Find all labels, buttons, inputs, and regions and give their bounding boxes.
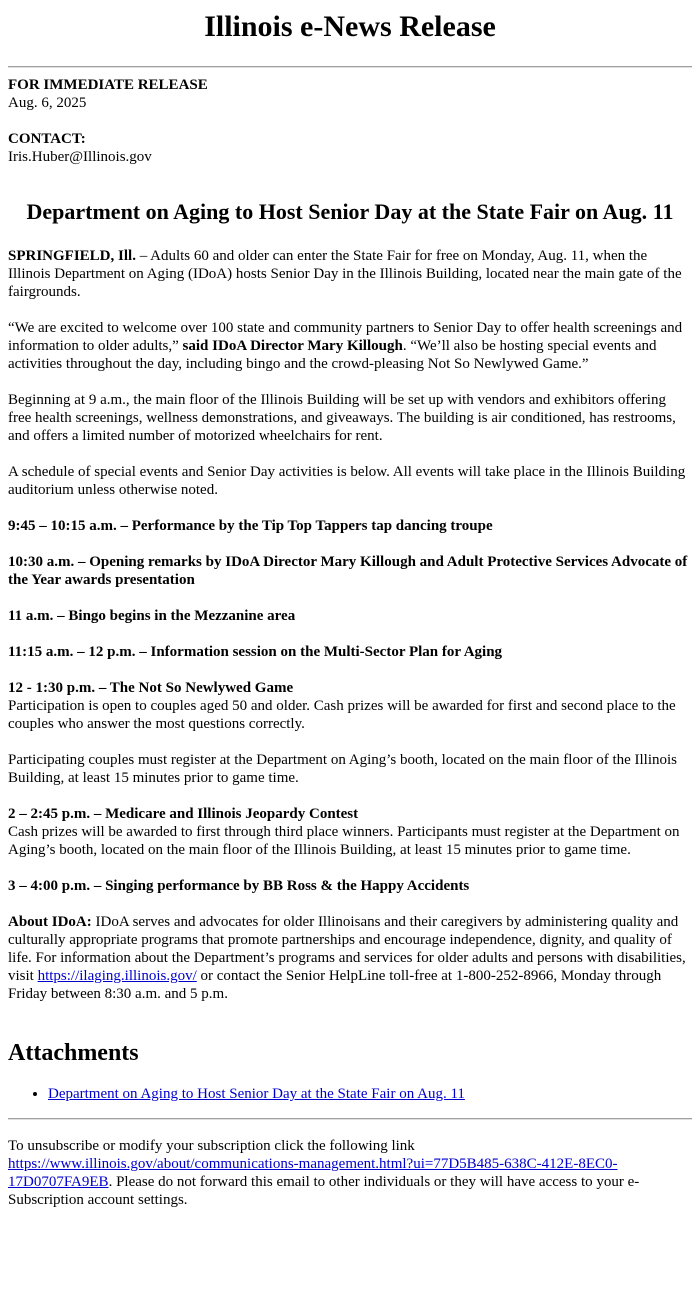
article-headline: Department on Aging to Host Senior Day at the State Fair on Aug. 11 (26, 199, 674, 224)
about-paragraph (8, 913, 692, 1003)
contact-label: CONTACT: (8, 131, 86, 147)
event-detail-paragraph: Participating couples must register at the Department on Aging’s booth, located on the main floor of the Illinois Building, at least 15 minutes prior to game time. (8, 752, 678, 786)
manage-subscription-link[interactable]: https://www.illinois.gov/about/communications-management.html?ui=77D5B485-638C-412E-8EC0-17D0707FA9EB (8, 1156, 618, 1190)
event-title: 9:45 – 10:15 a.m. – Performance by the Tip Top Tappers tap dancing troupe (8, 518, 493, 534)
footer-text-2: . Please do not forward this email to other individuals or they will have access to your e-Subscription account settings. (8, 1174, 640, 1208)
event-title: 11:15 a.m. – 12 p.m. – Information session on the Multi-Sector Plan for Aging (8, 644, 503, 660)
attachments-list (8, 1085, 692, 1103)
event-title: 3 – 4:00 p.m. – Singing performance by BB Ross & the Happy Accidents (8, 878, 470, 894)
event-item (8, 679, 692, 733)
intro-paragraph (8, 247, 692, 301)
contact-email: Iris.Huber@Illinois.gov (8, 149, 152, 165)
ilaging-link[interactable]: https://ilaging.illinois.gov/ (37, 968, 197, 984)
floor-paragraph: Beginning at 9 a.m., the main floor of the Illinois Building will be set up with vendors and exhibitors offering free health screenings, wellness demonstrations, and giveaways. The building is air conditioned, has restrooms, and offers a limited number of motorized wheelchairs for rent. (8, 392, 676, 444)
event-title: 11 a.m. – Bingo begins in the Mezzanine area (8, 608, 296, 624)
list-item (48, 1085, 692, 1103)
event-item (8, 643, 692, 661)
attachments-heading: Attachments (8, 1040, 139, 1066)
event-title: 12 - 1:30 p.m. – The Not So Newlywed Game (8, 680, 294, 696)
about-label: About IDoA: (8, 914, 92, 930)
event-item (8, 553, 692, 589)
event-title: 2 – 2:45 p.m. – Medicare and Illinois Jeopardy Contest (8, 806, 359, 822)
release-date: Aug. 6, 2025 (8, 95, 87, 111)
event-item (8, 877, 692, 895)
header-divider (8, 66, 692, 68)
quote-paragraph (8, 319, 692, 373)
footer-divider (8, 1118, 692, 1120)
release-info (8, 76, 692, 112)
contact-info (8, 130, 692, 166)
quote-attribution: said IDoA Director Mary Killough (178, 338, 403, 354)
intro-text: – Adults 60 and older can enter the State Fair for free on Monday, Aug. 11, when the Illinois Department on Aging (IDoA) hosts Senior Day in the Illinois Building, located near the main gate of the fairgrounds. (8, 248, 682, 300)
footer-text (8, 1137, 692, 1209)
about-text: IDoA serves and advocates for older Illinoisans and their caregivers by administering quality and culturally appropriate programs that promote partnerships and encourage independence, dignity, and quality of life. For information about the Department’s programs and services for older adults and persons with disabilities, visit (8, 914, 686, 984)
event-detail: Cash prizes will be awarded to first through third place winners. Participants must register at the Department on Aging’s booth, located on the main floor of the Illinois Building, at least 15 minutes prior to game time. (8, 824, 680, 858)
release-label: FOR IMMEDIATE RELEASE (8, 77, 208, 93)
event-item (8, 607, 692, 625)
event-detail: Participation is open to couples aged 50 and older. Cash prizes will be awarded for first and second place to the couples who answer the most questions correctly. (8, 698, 676, 732)
dateline: SPRINGFIELD, Ill. (8, 248, 136, 264)
event-title: 10:30 a.m. – Opening remarks by IDoA Director Mary Killough and Adult Protective Services Advocate of the Year awards presentation (8, 554, 688, 588)
about-text-2: or contact the Senior HelpLine toll-free at 1-800-252-8966, Monday through Friday between 8:30 a.m. and 5 p.m. (8, 968, 662, 1002)
quote-text-2: . “We’ll also be hosting special events and activities throughout the day, including bingo and the crowd-pleasing Not So Newlywed Game.” (8, 338, 657, 372)
quote-text-1: “We are excited to welcome over 100 state and community partners to Senior Day to offer health screenings and information to older adults,” (8, 320, 683, 354)
page-title: Illinois e-News Release (204, 10, 496, 43)
footer-text-1: To unsubscribe or modify your subscription click the following link (8, 1138, 415, 1154)
schedule-paragraph: A schedule of special events and Senior Day activities is below. All events will take place in the Illinois Building auditorium unless otherwise noted. (8, 464, 686, 498)
event-item (8, 517, 692, 535)
event-item (8, 805, 692, 859)
attachment-link[interactable]: Department on Aging to Host Senior Day at the State Fair on Aug. 11 (48, 1086, 465, 1102)
